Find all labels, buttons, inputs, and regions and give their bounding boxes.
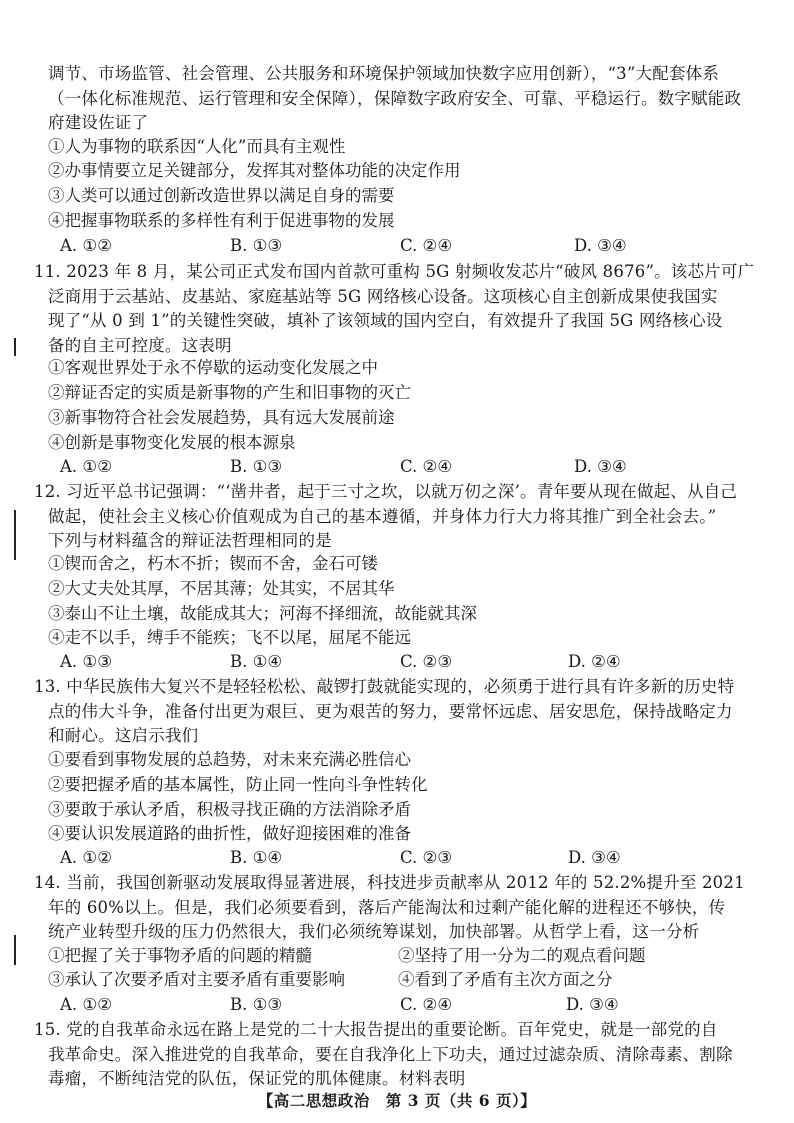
stem-line: 点的伟大斗争，准备付出更为艰巨、更为艰苦的努力，要常怀远虑、居安思危，保持战略定力 (48, 701, 733, 721)
question-15-stem (34, 1018, 754, 1092)
q12-item-2: ②大丈夫处其厚，不居其薄；处其实，不居其华 (48, 579, 395, 598)
q12-answer-c: C. ②③ (400, 652, 453, 671)
q14-items-row-2 (48, 968, 728, 992)
q11-answer-d: D. ③④ (574, 457, 627, 476)
stem-line: 我革命史。深入推进党的自我革命，要在自我净化上下功夫，通过过滤杂质、清除毒素、割除 (48, 1044, 733, 1064)
stem-line: 现了“从 0 到 1”的关键性突破，填补了该领域的国内空白，有效提升了我国 5G 网络核心设 (48, 311, 723, 330)
scan-mark (14, 338, 16, 356)
q10-answer-b: B. ①③ (230, 236, 283, 255)
scan-mark (14, 510, 16, 560)
q14-items-row-1 (48, 944, 728, 968)
page-footer: 【高二思想政治 第 3 页（共 6 页）】 (257, 1091, 537, 1110)
q14-answer-b: B. ①③ (230, 995, 283, 1014)
q12-item-3: ③泰山不让土壤，故能成其大；河海不择细流，故能就其深 (48, 604, 477, 623)
stem-line: 泛商用于云基站、皮基站、家庭基站等 5G 网络核心设备。这项核心自主创新成果使我国实 (48, 286, 718, 306)
q13-item-3: ③要敢于承认矛盾，积极寻找正确的方法消除矛盾 (48, 800, 411, 819)
q12-answer-row (0, 650, 794, 674)
q12-item-4: ④走不以手，缚手不能疾；飞不以尾，屈尾不能远 (48, 628, 411, 647)
q13-answer-c: C. ②③ (400, 848, 453, 867)
stem-line: 统产业转型升级的压力仍然很大，我们必须统筹谋划，加快部署。从哲学上看，这一分析 (48, 922, 700, 941)
q11-item-4: ④创新是事物变化发展的根本源泉 (48, 433, 296, 452)
q14-answer-a: A. ①② (60, 995, 112, 1014)
q13-answer-row (0, 846, 794, 870)
q10-answer-a: A. ①② (60, 236, 112, 255)
question-12-stem (34, 480, 754, 554)
stem-line: 12. 习近平总书记强调：“‘凿井者，起于三寸之坎，以就万仞之深’。青年要从现在做起、从自己 (34, 482, 738, 501)
q13-answer-d: D. ③④ (568, 848, 621, 867)
stem-line: 和耐心。这启示我们 (48, 726, 199, 745)
q12-answer-d: D. ②④ (568, 652, 621, 671)
question-10-stem (48, 62, 748, 136)
stem-line: 13. 中华民族伟大复兴不是轻轻松松、敲锣打鼓就能实现的，必须勇于进行具有许多新的历史特 (34, 677, 735, 696)
q10-answer-d: D. ③④ (574, 236, 627, 255)
q12-item-1: ①锲而舍之，朽木不折；锲而不舍，金石可镂 (48, 554, 378, 573)
q13-answer-b: B. ①④ (230, 848, 283, 867)
stem-line: 备的自主可控度。这表明 (48, 335, 232, 355)
q11-answer-b: B. ①③ (230, 457, 283, 476)
stem-line: 年的 60%以上。但是，我们必须要看到，落后产能淘汰和过剩产能化解的进程还不够快，传 (48, 897, 726, 917)
q14-item-1: ①把握了关于事物矛盾的问题的精髓 (48, 946, 312, 965)
stem-line: 做起，使社会主义核心价值观成为自己的基本遵循，并身体力行大力将其推广到全社会去。” (48, 506, 717, 526)
q14-item-4: ④看到了矛盾有主次方面之分 (398, 970, 613, 989)
q11-item-3: ③新事物符合社会发展趋势，具有远大发展前途 (48, 408, 395, 427)
stem-line: 14. 当前，我国创新驱动发展取得显著进展，科技进步贡献率从 2012 年的 52.2%提升至 2021 (34, 873, 745, 892)
q10-item-3: ③人类可以通过创新改造世界以满足自身的需要 (48, 186, 395, 205)
stem-line: 毒瘤，不断纯洁党的队伍，保证党的肌体健康。材料表明 (48, 1069, 466, 1088)
q13-answer-a: A. ①② (60, 848, 112, 867)
scan-mark (14, 935, 16, 965)
question-11-stem (34, 260, 754, 358)
q10-answer-row (0, 234, 794, 258)
q10-item-1: ①人为事物的联系因“人化”而具有主观性 (48, 137, 346, 156)
q11-item-2: ②辩证否定的实质是新事物的产生和旧事物的灭亡 (48, 383, 411, 402)
q11-answer-a: A. ①② (60, 457, 112, 476)
question-14-stem (34, 871, 754, 945)
stem-line: 府建设佐证了 (48, 113, 149, 132)
q11-item-1: ①客观世界处于永不停歇的运动变化发展之中 (48, 358, 378, 377)
q14-item-2: ②坚持了用一分为二的观点看问题 (398, 946, 646, 965)
q14-answer-d: D. ③④ (566, 995, 619, 1014)
stem-line: 下列与材料蕴含的辩证法哲理相同的是 (48, 531, 332, 550)
q14-item-3: ③承认了次要矛盾对主要矛盾有重要影响 (48, 970, 345, 989)
q12-answer-a: A. ①③ (60, 652, 112, 671)
q11-answer-c: C. ②④ (400, 457, 453, 476)
q10-answer-c: C. ②④ (400, 236, 453, 255)
stem-line: 调节、市场监管、社会管理、公共服务和环境保护领域加快数字应用创新），“3”大配套体系 (48, 64, 720, 83)
q10-item-2: ②办事情要立足关键部分，发挥其对整体功能的决定作用 (48, 161, 461, 180)
q12-answer-b: B. ①④ (230, 652, 283, 671)
q13-item-4: ④要认识发展道路的曲折性，做好迎接困难的准备 (48, 824, 411, 843)
q10-item-4: ④把握事物联系的多样性有利于促进事物的发展 (48, 211, 395, 230)
question-13-stem (34, 675, 754, 749)
stem-line: （一体化标准规范、运行管理和安全保障），保障数字政府安全、可靠、平稳运行。数字赋能政 (48, 88, 742, 108)
q13-item-1: ①要看到事物发展的总趋势，对未来充满必胜信心 (48, 750, 411, 769)
q13-item-2: ②要把握矛盾的基本属性，防止同一性向斗争性转化 (48, 775, 428, 794)
q11-answer-row (0, 455, 794, 479)
stem-line: 15. 党的自我革命永远在路上是党的二十大报告提出的重要论断。百年党史，就是一部党的自 (34, 1020, 718, 1039)
q14-answer-row (0, 993, 794, 1017)
stem-line: 11. 2023 年 8 月，某公司正式发布国内首款可重构 5G 射频收发芯片“破风 8676”。该芯片可广 (34, 262, 754, 281)
q14-answer-c: C. ②④ (400, 995, 453, 1014)
